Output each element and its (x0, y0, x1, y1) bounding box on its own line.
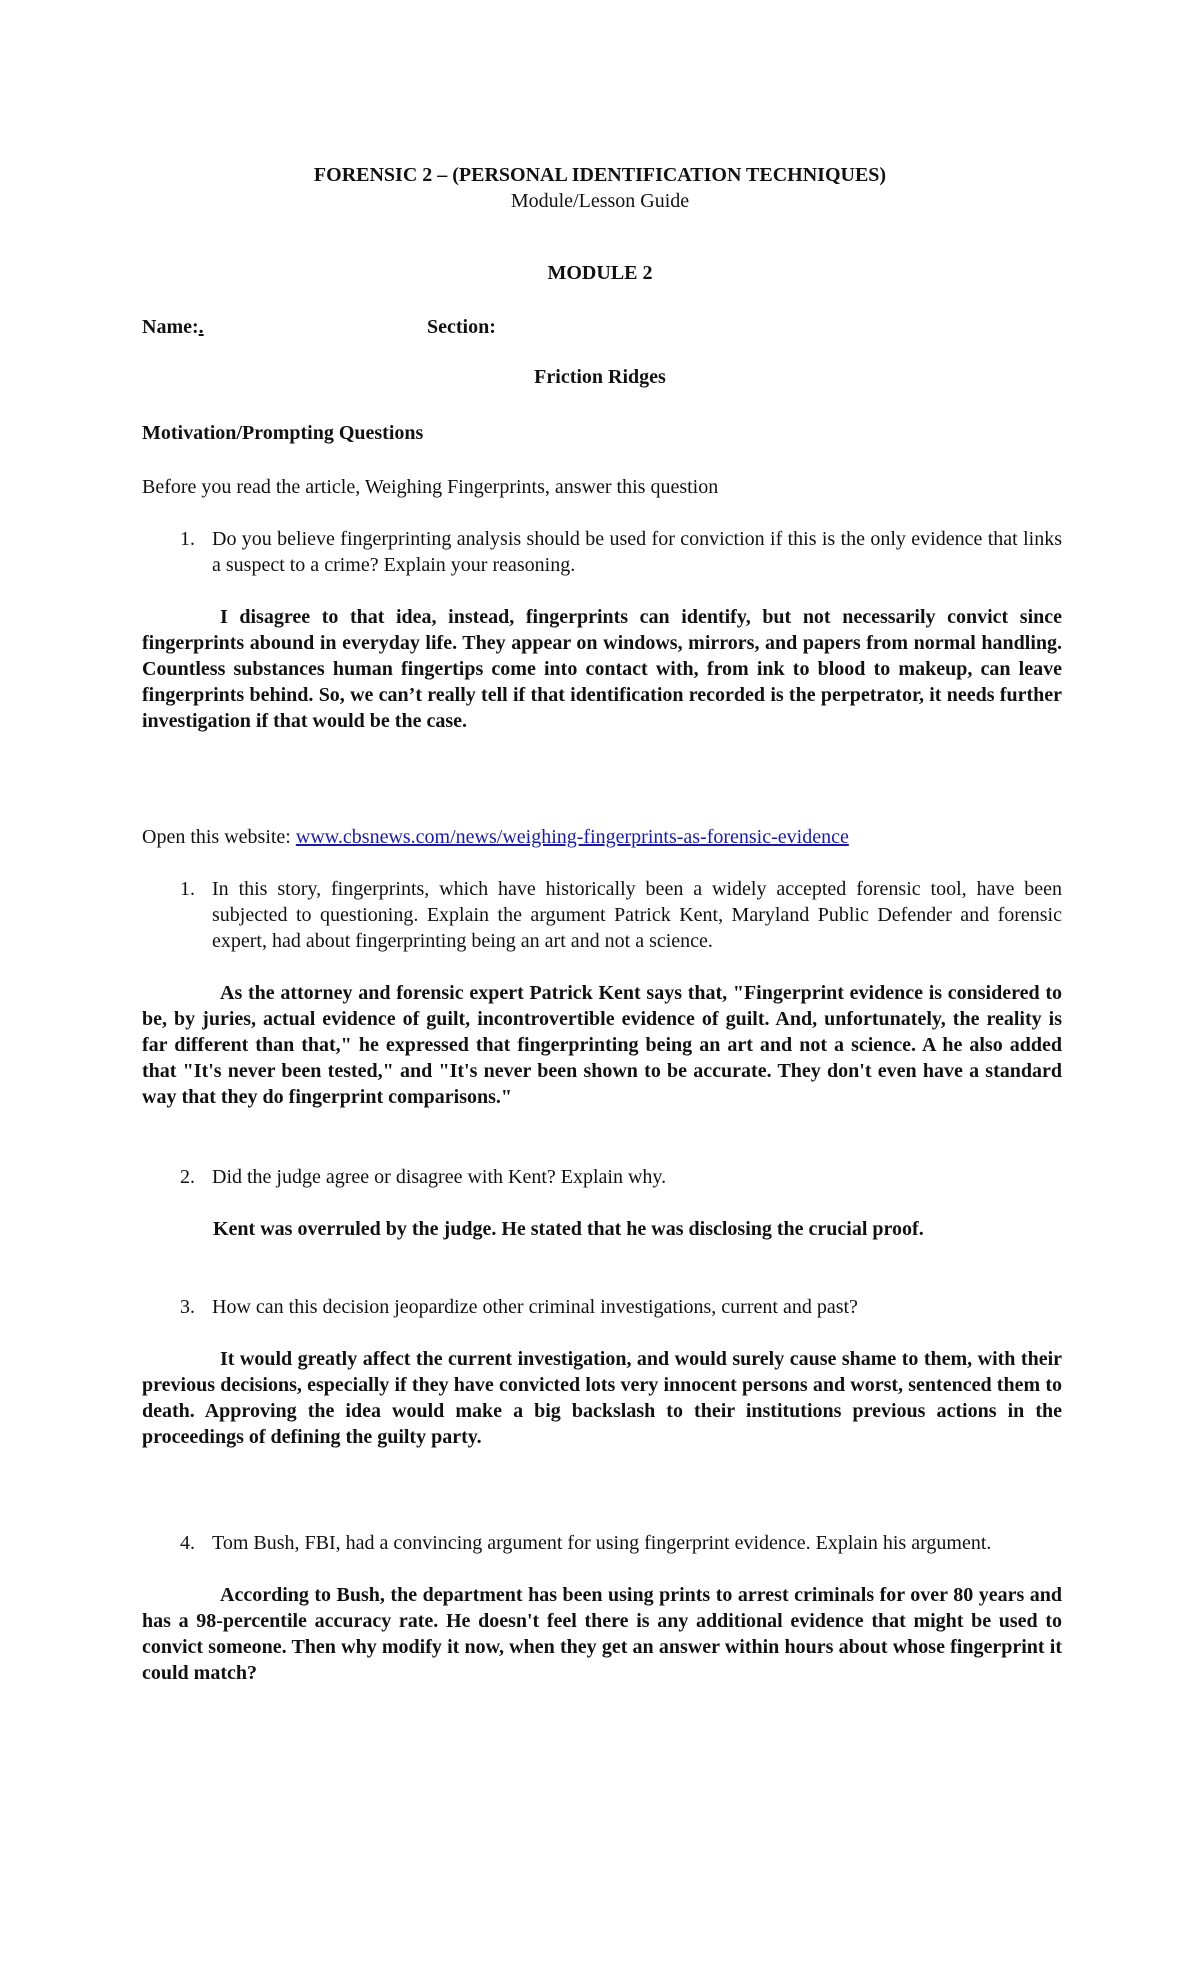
question-number: 2. (180, 1166, 195, 1188)
question-number: 1. (180, 528, 195, 550)
motivation-question (142, 526, 1062, 578)
website-link[interactable]: www.cbsnews.com/news/weighing-fingerprints-as-forensic-evidence (295, 826, 849, 848)
name-value: . (198, 316, 204, 338)
question-text: Tom Bush, FBI, had a convincing argument for using fingerprint evidence. Explain his argument. (212, 1532, 992, 1554)
question-number: 1. (180, 878, 195, 900)
name-label: Name: (142, 316, 199, 338)
motivation-answer: I disagree to that idea, instead, fingerprints can identify, but not necessarily convict since fingerprints abound in everyday life. They appear on windows, mirrors, and papers from normal handling. Countless substances human fingertips come into contact with, from ink to blood to makeup, can leave fingerprints behind. So, we can’t really tell if that identification recorded is the perpetrator, it needs further investigation if that would be the case. (142, 606, 1062, 732)
answer-2: Kent was overruled by the judge. He stated that he was disclosing the crucial proof. (213, 1218, 924, 1240)
question-number: 3. (180, 1296, 195, 1318)
document-title: FORENSIC 2 – (PERSONAL IDENTIFICATION TECHNIQUES) (313, 164, 887, 186)
section-label: Section: (427, 316, 496, 338)
motivation-intro: Before you read the article, Weighing Fingerprints, answer this question (142, 476, 719, 498)
answer-1: As the attorney and forensic expert Patrick Kent says that, "Fingerprint evidence is considered to be, by juries, actual evidence of guilt, incontrovertible evidence of guilt. And, unfortunately, the reality is far different than that," he expressed that fingerprinting being an art and not a science. A he also added that "It's never been tested," and "It's never been shown to be accurate. They don't even have a standard way that they do fingerprint comparisons." (142, 982, 1062, 1108)
question-3 (142, 1294, 1062, 1320)
question-4 (142, 1530, 1062, 1556)
module-heading: MODULE 2 (547, 262, 653, 284)
website-label: Open this website: (142, 826, 296, 848)
motivation-heading: Motivation/Prompting Questions (142, 422, 424, 444)
question-text: How can this decision jeopardize other criminal investigations, current and past? (212, 1296, 858, 1318)
question-text: Do you believe fingerprinting analysis should be used for conviction if this is the only evidence that links a suspect to a crime? Explain your reasoning. (212, 528, 1062, 576)
website-line (142, 824, 849, 850)
topic-heading: Friction Ridges (534, 366, 666, 388)
question-text: Did the judge agree or disagree with Kent? Explain why. (212, 1166, 667, 1188)
answer-4: According to Bush, the department has been using prints to arrest criminals for over 80 years and has a 98-percentile accuracy rate. He doesn't feel there is any additional evidence that might be used to convict someone. Then why modify it now, when they get an answer within hours about whose fingerprint it could match? (142, 1584, 1062, 1684)
question-2 (142, 1164, 1062, 1190)
question-number: 4. (180, 1532, 195, 1554)
document-subtitle: Module/Lesson Guide (510, 190, 690, 212)
name-field (142, 314, 204, 340)
question-text: In this story, fingerprints, which have historically been a widely accepted forensic tool, have been subjected to questioning. Explain the argument Patrick Kent, Maryland Public Defender and forensic expert, had about fingerprinting being an art and not a science. (212, 878, 1062, 952)
question-1 (142, 876, 1062, 954)
answer-3: It would greatly affect the current investigation, and would surely cause shame to them, with their previous decisions, especially if they have convicted lots very innocent persons and worst, sentenced them to death. Approving the idea would make a big backslash to their institutions previous actions in the proceedings of defining the guilty party. (142, 1348, 1062, 1448)
